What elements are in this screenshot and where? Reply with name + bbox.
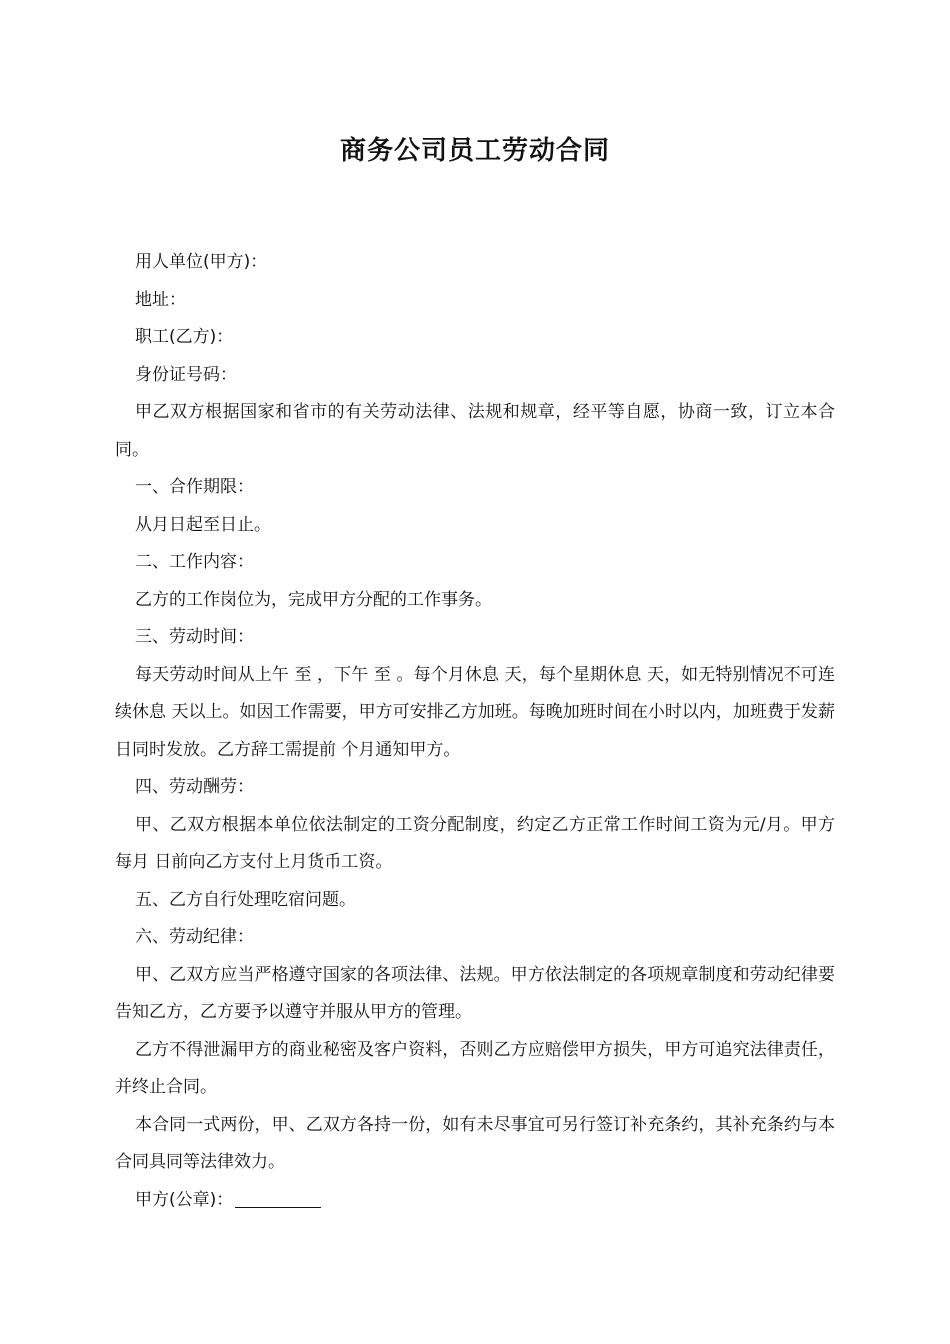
paragraph-employee: 职工(乙方)： [135,327,234,347]
paragraph-address: 地址： [135,289,186,310]
paragraph-confidentiality: 乙方不得泄漏甲方的商业秘密及客户资料，否则乙方应赔偿甲方损失，甲方可追究法律责任，并终止合同。 [115,1039,835,1097]
paragraph-id-number: 身份证号码： [135,364,237,385]
paragraph-working-hours: 每天劳动时间从上午 至 ，下午 至 。每个月休息 天，每个星期休息 天，如无特别情况不可连续休息 天以上。如因工作需要，甲方可安排乙方加班。每晚加班时间在小时以内，加班费于发薪日同时发放。乙方辞工需提前 个月通知甲方。 [115,664,835,760]
signature-party-a [115,1182,835,1220]
section-heading-discipline: 六、劳动纪律： [135,927,254,947]
document-title: 商务公司员工劳动合同 [339,136,610,166]
paragraph-copies: 本合同一式两份，甲、乙双方各持一份，如有未尽事宜可另行签订补充条约，其补充条约与本合同具同等法律效力。 [115,1114,835,1172]
signature-blank-line [235,1189,321,1208]
paragraph-work-content: 乙方的工作岗位为，完成甲方分配的工作事务。 [135,589,492,610]
section-heading-work-content: 二、工作内容： [135,552,254,572]
paragraph-employer: 用人单位(甲方)： [135,252,268,272]
paragraph-preamble: 甲乙双方根据国家和省市的有关劳动法律、法规和规章，经平等自愿，协商一致，订立本合同。 [115,402,835,460]
document-body [115,244,835,1219]
section-heading-working-hours: 三、劳动时间： [135,627,254,647]
paragraph-discipline: 甲、乙双方应当严格遵守国家的各项法律、法规。甲方依法制定的各项规章制度和劳动纪律要告知乙方，乙方要予以遵守并服从甲方的管理。 [115,964,835,1022]
paragraph-remuneration: 甲、乙双方根据本单位依法制定的工资分配制度，约定乙方正常工作时间工资为元/月。甲方每月 日前向乙方支付上月货币工资。 [115,814,835,872]
section-heading-remuneration: 四、劳动酬劳： [135,777,254,797]
paragraph-term: 从月日起至日止。 [135,514,271,535]
section-heading-term: 一、合作期限： [135,477,254,497]
signature-label: 甲方(公章)： [135,1189,234,1210]
section-heading-board: 五、乙方自行处理吃宿问题。 [135,889,356,910]
